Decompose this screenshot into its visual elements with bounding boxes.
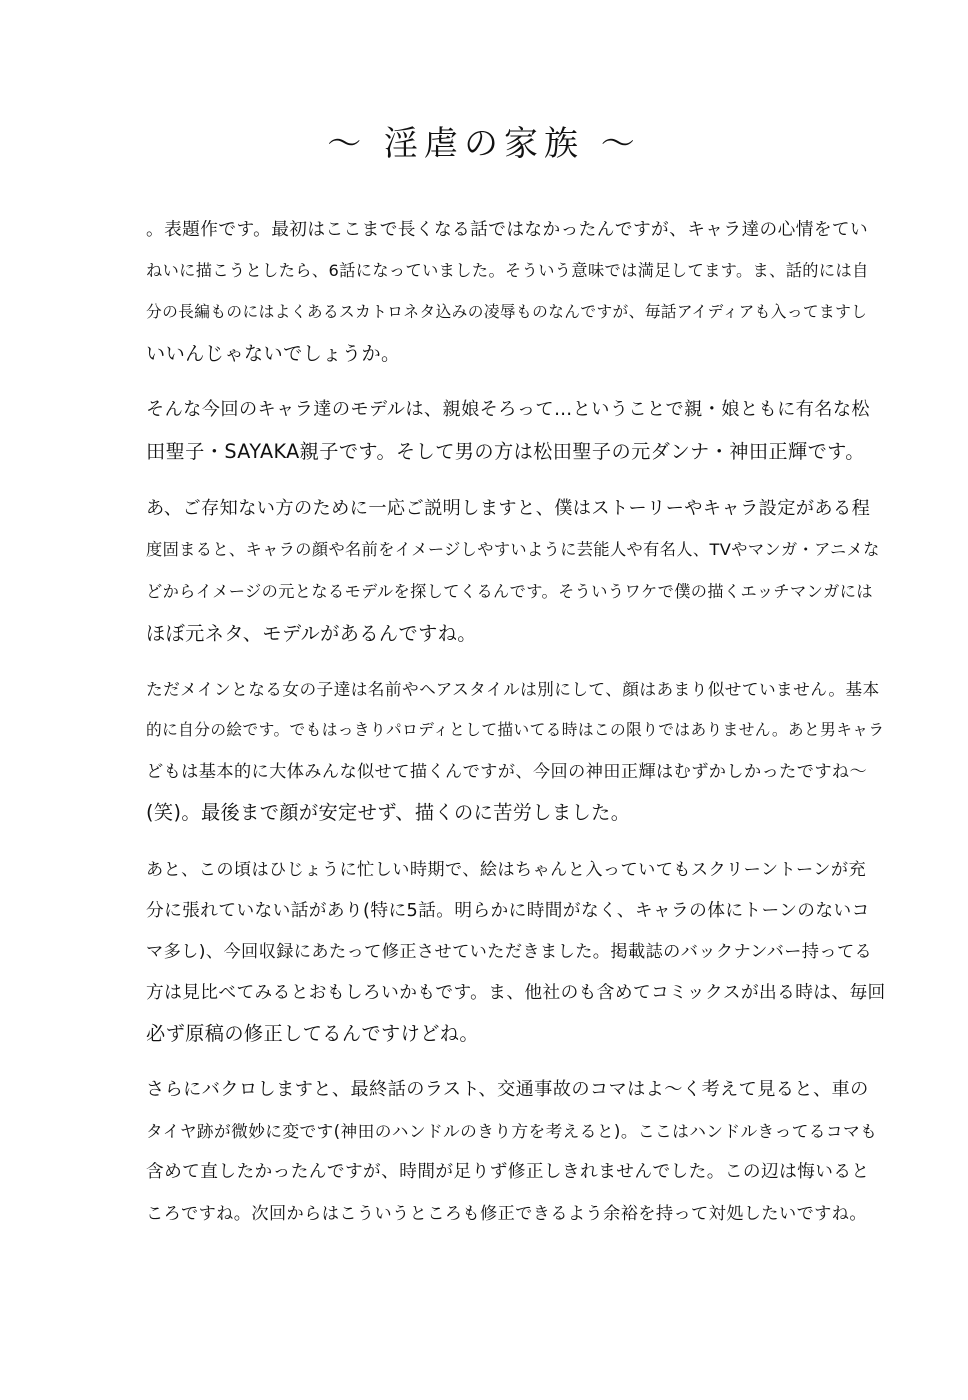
- note-line-6: 田聖子・SAYAKA親子です。そして男の方は松田聖子の元ダンナ・神田正輝です。: [146, 440, 865, 463]
- title-block: [0, 112, 968, 168]
- note-line-3: 分の長編ものにはよくあるスカトロネタ込みの凌辱ものなんですが、毎話アイディアも入ってますし: [146, 302, 868, 321]
- note-line-14: (笑)。最後まで顔が安定せず、描くのに苦労しました。: [146, 801, 631, 824]
- note-line-13: どもは基本的に大体みんな似せて描くんですが、今回の神田正輝はむずかしかったですね〜: [146, 762, 868, 782]
- note-line-16: 分に張れていない話があり(特に5話。明らかに時間がなく、キャラの体にトーンのないコ: [146, 901, 870, 921]
- note-line-2: ねいに描こうとしたら、6話になっていました。そういう意味では満足してます。ま、話的には自: [146, 261, 869, 280]
- note-line-22: 含めて直したかったんですが、時間が足りず修正しきれませんでした。この辺は悔いると: [146, 1162, 870, 1182]
- page-title: 〜 淫虐の家族 〜: [327, 123, 641, 164]
- note-line-5: そんな今回のキャラ達のモデルは、親娘そろって…ということで親・娘ともに有名な松: [146, 399, 871, 420]
- note-line-7: あ、ご存知ない方のために一応ご説明しますと、僕はストーリーやキャラ設定がある程: [146, 498, 871, 519]
- note-line-20: さらにバクロしますと、最終話のラスト、交通事故のコマはよ〜く考えて見ると、車の: [146, 1079, 869, 1100]
- note-line-1: 。表題作です。最初はここまで長くなる話ではなかったんですが、キャラ達の心情をてい: [146, 220, 869, 240]
- note-line-18: 方は見比べてみるとおもしろいかもです。ま、他社のも含めてコミックスが出る時は、毎回: [146, 983, 886, 1003]
- note-line-17: マ多し)、今回収録にあたって修正させていただきました。掲載誌のバックナンバー持ってる: [146, 942, 873, 962]
- note-line-12: 的に自分の絵です。でもはっきりパロディとして描いてる時はこの限りではありません。あと男キャラ: [146, 720, 885, 739]
- note-line-10: ほぼ元ネタ、モデルがあるんですね。: [146, 622, 477, 645]
- note-line-19: 必ず原稿の修正してるんですけどね。: [146, 1022, 479, 1045]
- note-line-23: ころですね。次回からはこういうところも修正できるよう余裕を持って対処したいですね。: [146, 1204, 867, 1224]
- note-line-8: 度固まると、キャラの顔や名前をイメージしやすいように芸能人や有名人、TVやマンガ・アニメな: [146, 540, 880, 559]
- note-line-21: タイヤ跡が微妙に変です(神田のハンドルのきり方を考えると)。ここはハンドルきってるコマも: [146, 1121, 878, 1141]
- note-line-9: どからイメージの元となるモデルを探してくるんです。そういうワケで僕の描くエッチマンガには: [146, 582, 873, 601]
- note-line-15: あと、この頃はひじょうに忙しい時期で、絵はちゃんと入っていてもスクリーントーンが充: [146, 860, 867, 880]
- note-line-4: いいんじゃないでしょうか。: [146, 342, 401, 365]
- note-line-11: ただメインとなる女の子達は名前やヘアスタイルは別にして、顔はあまり似せていません。基本: [146, 679, 880, 699]
